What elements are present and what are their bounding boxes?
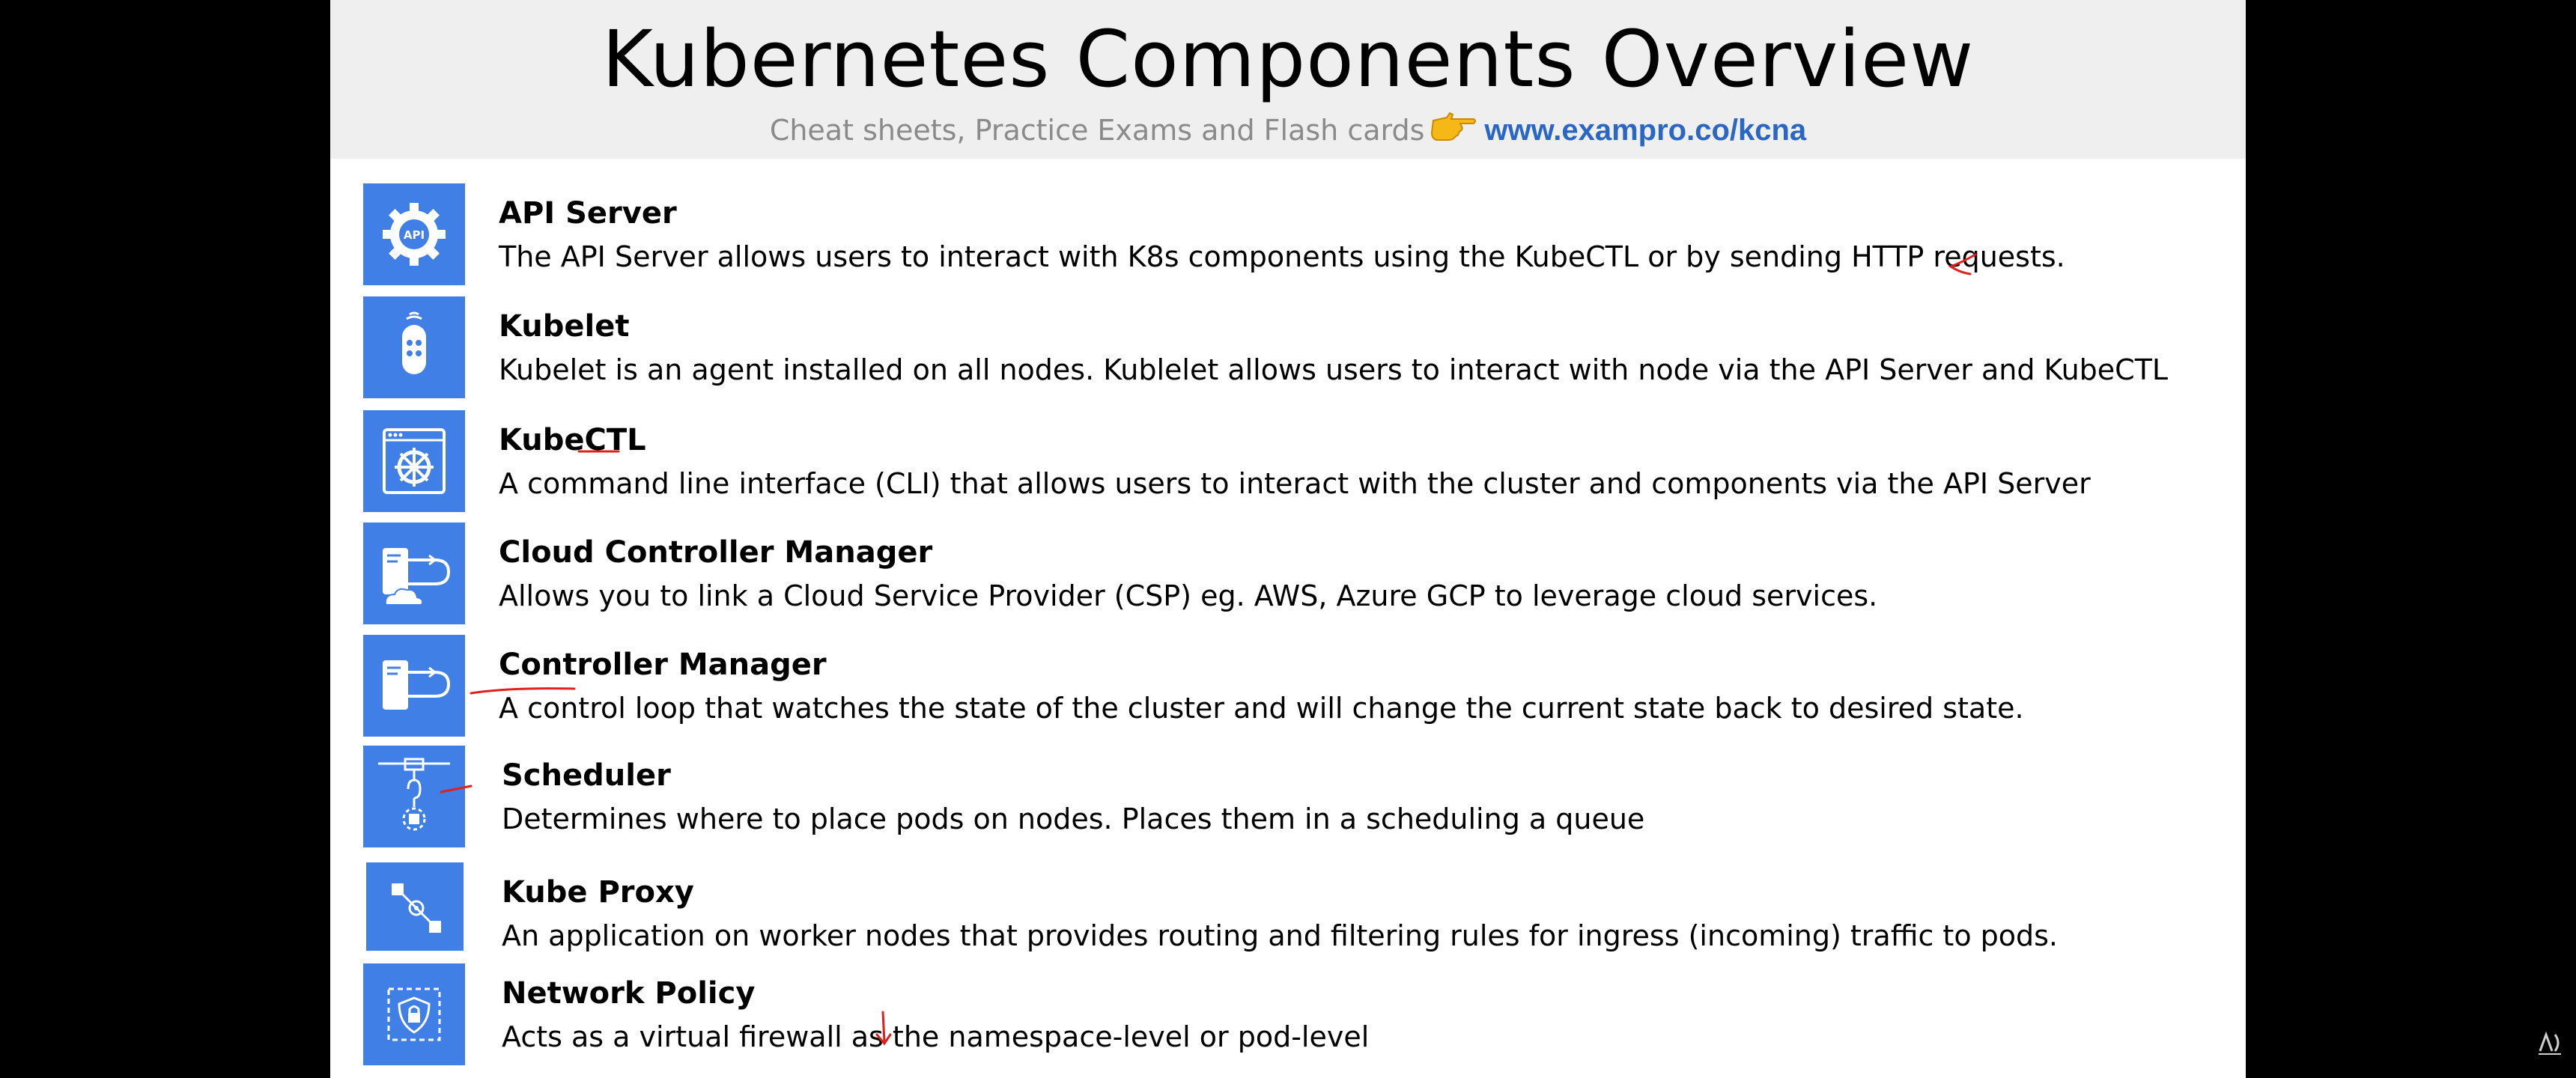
component-title: KubeCTL (499, 423, 646, 457)
component-item-api-server (363, 183, 2235, 285)
component-description: Determines where to place pods on nodes. Places them in a scheduling a queue (502, 803, 1645, 835)
component-title: Kubelet (499, 309, 630, 344)
slide-header (330, 0, 2246, 159)
component-item-scheduler (363, 746, 2235, 847)
component-item-network-policy (363, 963, 2235, 1065)
remote-device-icon (363, 296, 465, 398)
component-title: Network Policy (502, 976, 756, 1011)
component-description: An application on worker nodes that provides routing and filtering rules for ingress (incoming) traffic to pods. (502, 919, 2059, 952)
network-proxy-icon (366, 862, 464, 951)
shield-lock-icon (363, 963, 465, 1065)
scheduler-icon (363, 746, 465, 847)
slide-title: Kubernetes Components Overview (601, 13, 1975, 105)
component-item-kube-proxy (363, 862, 2235, 964)
api-gear-icon (363, 183, 465, 285)
component-title: API Server (499, 196, 677, 231)
component-item-kubelet (363, 296, 2235, 398)
cloud-controller-icon (363, 523, 465, 624)
channel-logo-icon (2536, 1029, 2564, 1057)
component-item-cloud-controller-manager (363, 523, 2235, 624)
slide-subtitle-row (330, 109, 2246, 154)
component-description: Kubelet is an agent installed on all nodes. Kublelet allows users to interact with node via the API Server and KubeCTL (499, 353, 2169, 386)
kubernetes-window-icon (363, 410, 465, 512)
component-description: A control loop that watches the state of the cluster and will change the current state back to desired state. (499, 692, 2024, 725)
component-description: Allows you to link a Cloud Service Provider (CSP) eg. AWS, Azure GCP to leverage cloud services. (499, 579, 1878, 612)
component-title: Cloud Controller Manager (499, 535, 933, 570)
component-description: Acts as a virtual firewall as the namespace-level or pod-level (502, 1020, 1370, 1053)
exampro-link[interactable]: www.exampro.co/kcna (1484, 114, 1807, 147)
component-title: Kube Proxy (502, 875, 694, 910)
component-description: The API Server allows users to interact with K8s components using the KubeCTL or by sending HTTP requests. (499, 240, 2065, 273)
component-title: Scheduler (502, 758, 671, 793)
slide-subtitle: Cheat sheets, Practice Exams and Flash cards (769, 114, 1425, 147)
component-title: Controller Manager (499, 648, 827, 682)
svg-text:API: API (403, 228, 425, 242)
slide (330, 0, 2246, 1078)
component-description: A command line interface (CLI) that allows users to interact with the cluster and components via the API Server (499, 467, 2091, 500)
component-item-controller-manager (363, 635, 2235, 737)
pointing-hand-icon (1430, 110, 1478, 154)
component-item-kubectl (363, 410, 2235, 512)
controller-loop-icon (363, 635, 465, 737)
